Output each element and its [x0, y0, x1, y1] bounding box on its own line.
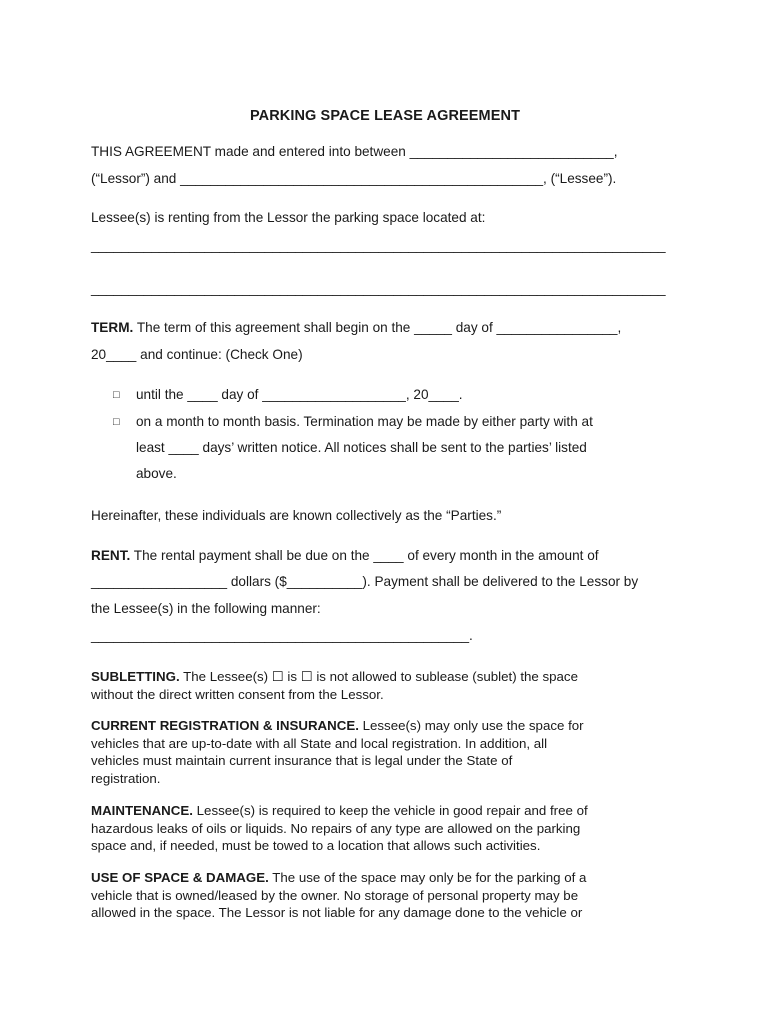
subletting-line-1: [91, 668, 651, 686]
term-line-2: 20____ and continue: (Check One): [91, 347, 303, 362]
registration-line-2: vehicles that are up-to-date with all State and local registration. In addition, all: [91, 735, 548, 751]
document-title: PARKING SPACE LEASE AGREEMENT: [249, 108, 521, 124]
maintenance-text: Lessee(s) is required to keep the vehicle in good repair and free of: [192, 803, 588, 818]
registration-line-4: registration.: [91, 770, 161, 786]
maintenance-line-1: [91, 802, 651, 820]
subletting-text: The Lessee(s) ☐ is ☐ is not allowed to sublease (sublet) the space: [179, 669, 578, 684]
subletting-line-2: without the direct written consent from the Lessor.: [91, 686, 384, 702]
use-line-1: [91, 869, 651, 887]
location-blank-1: ____________________________________________________________________________: [91, 238, 666, 253]
term-option-2-line-2: least ____ days’ written notice. All notices shall be sent to the parties’ listed: [136, 440, 587, 455]
rent-text: The rental payment shall be due on the ____ of every month in the amount of: [130, 548, 599, 563]
intro-line-1: THIS AGREEMENT made and entered into between ___________________________,: [91, 144, 618, 159]
term-option-1: until the ____ day of ___________________, 20____.: [136, 387, 463, 402]
use-heading: USE OF SPACE & DAMAGE.: [91, 870, 269, 885]
location-blank-2: ____________________________________________________________________________: [91, 281, 666, 296]
registration-section: [91, 717, 651, 787]
use-line-3: allowed in the space. The Lessor is not liable for any damage done to the vehicle or: [91, 905, 583, 920]
checkbox-icon[interactable]: □: [113, 416, 120, 428]
registration-heading: CURRENT REGISTRATION & INSURANCE.: [91, 718, 359, 733]
registration-line-3: vehicles must maintain current insurance that is legal under the State of: [91, 753, 513, 768]
term-line-1: [91, 318, 621, 338]
maintenance-section: [91, 802, 651, 855]
registration-line-1: [91, 717, 651, 735]
subletting-section: [91, 668, 651, 703]
intro-line-2: (“Lessor”) and ________________________________________________, (“Lessee”).: [91, 171, 617, 186]
maintenance-line-3: space and, if needed, must be towed to a location that allows such activities.: [91, 838, 541, 853]
rent-line-2: __________________ dollars ($__________). Payment shall be delivered to the Lessor by: [91, 574, 639, 589]
term-heading: TERM.: [91, 320, 134, 335]
term-option-2-line-1: on a month to month basis. Termination may be made by either party with at: [136, 414, 593, 429]
maintenance-line-2: hazardous leaks of oils or liquids. No repairs of any type are allowed on the parking: [91, 820, 581, 836]
location-text: Lessee(s) is renting from the Lessor the parking space located at:: [91, 210, 486, 225]
rent-line-3: the Lessee(s) in the following manner:: [91, 601, 321, 616]
checkbox-icon[interactable]: □: [113, 389, 120, 401]
use-text: The use of the space may only be for the parking of a: [268, 870, 587, 885]
rent-line-1: [91, 546, 599, 566]
rent-heading: RENT.: [91, 548, 131, 563]
registration-text: Lessee(s) may only use the space for: [358, 718, 584, 733]
use-line-2: vehicle that is owned/leased by the owner. No storage of personal property may be: [91, 887, 579, 903]
subletting-heading: SUBLETTING.: [91, 669, 180, 684]
maintenance-heading: MAINTENANCE.: [91, 803, 193, 818]
parties-text: Hereinafter, these individuals are known collectively as the “Parties.”: [91, 508, 502, 523]
term-text: The term of this agreement shall begin on the _____ day of ________________,: [133, 320, 622, 335]
rent-line-4: __________________________________________________.: [91, 628, 473, 643]
term-option-2-line-3: above.: [136, 466, 177, 481]
use-section: [91, 869, 651, 922]
